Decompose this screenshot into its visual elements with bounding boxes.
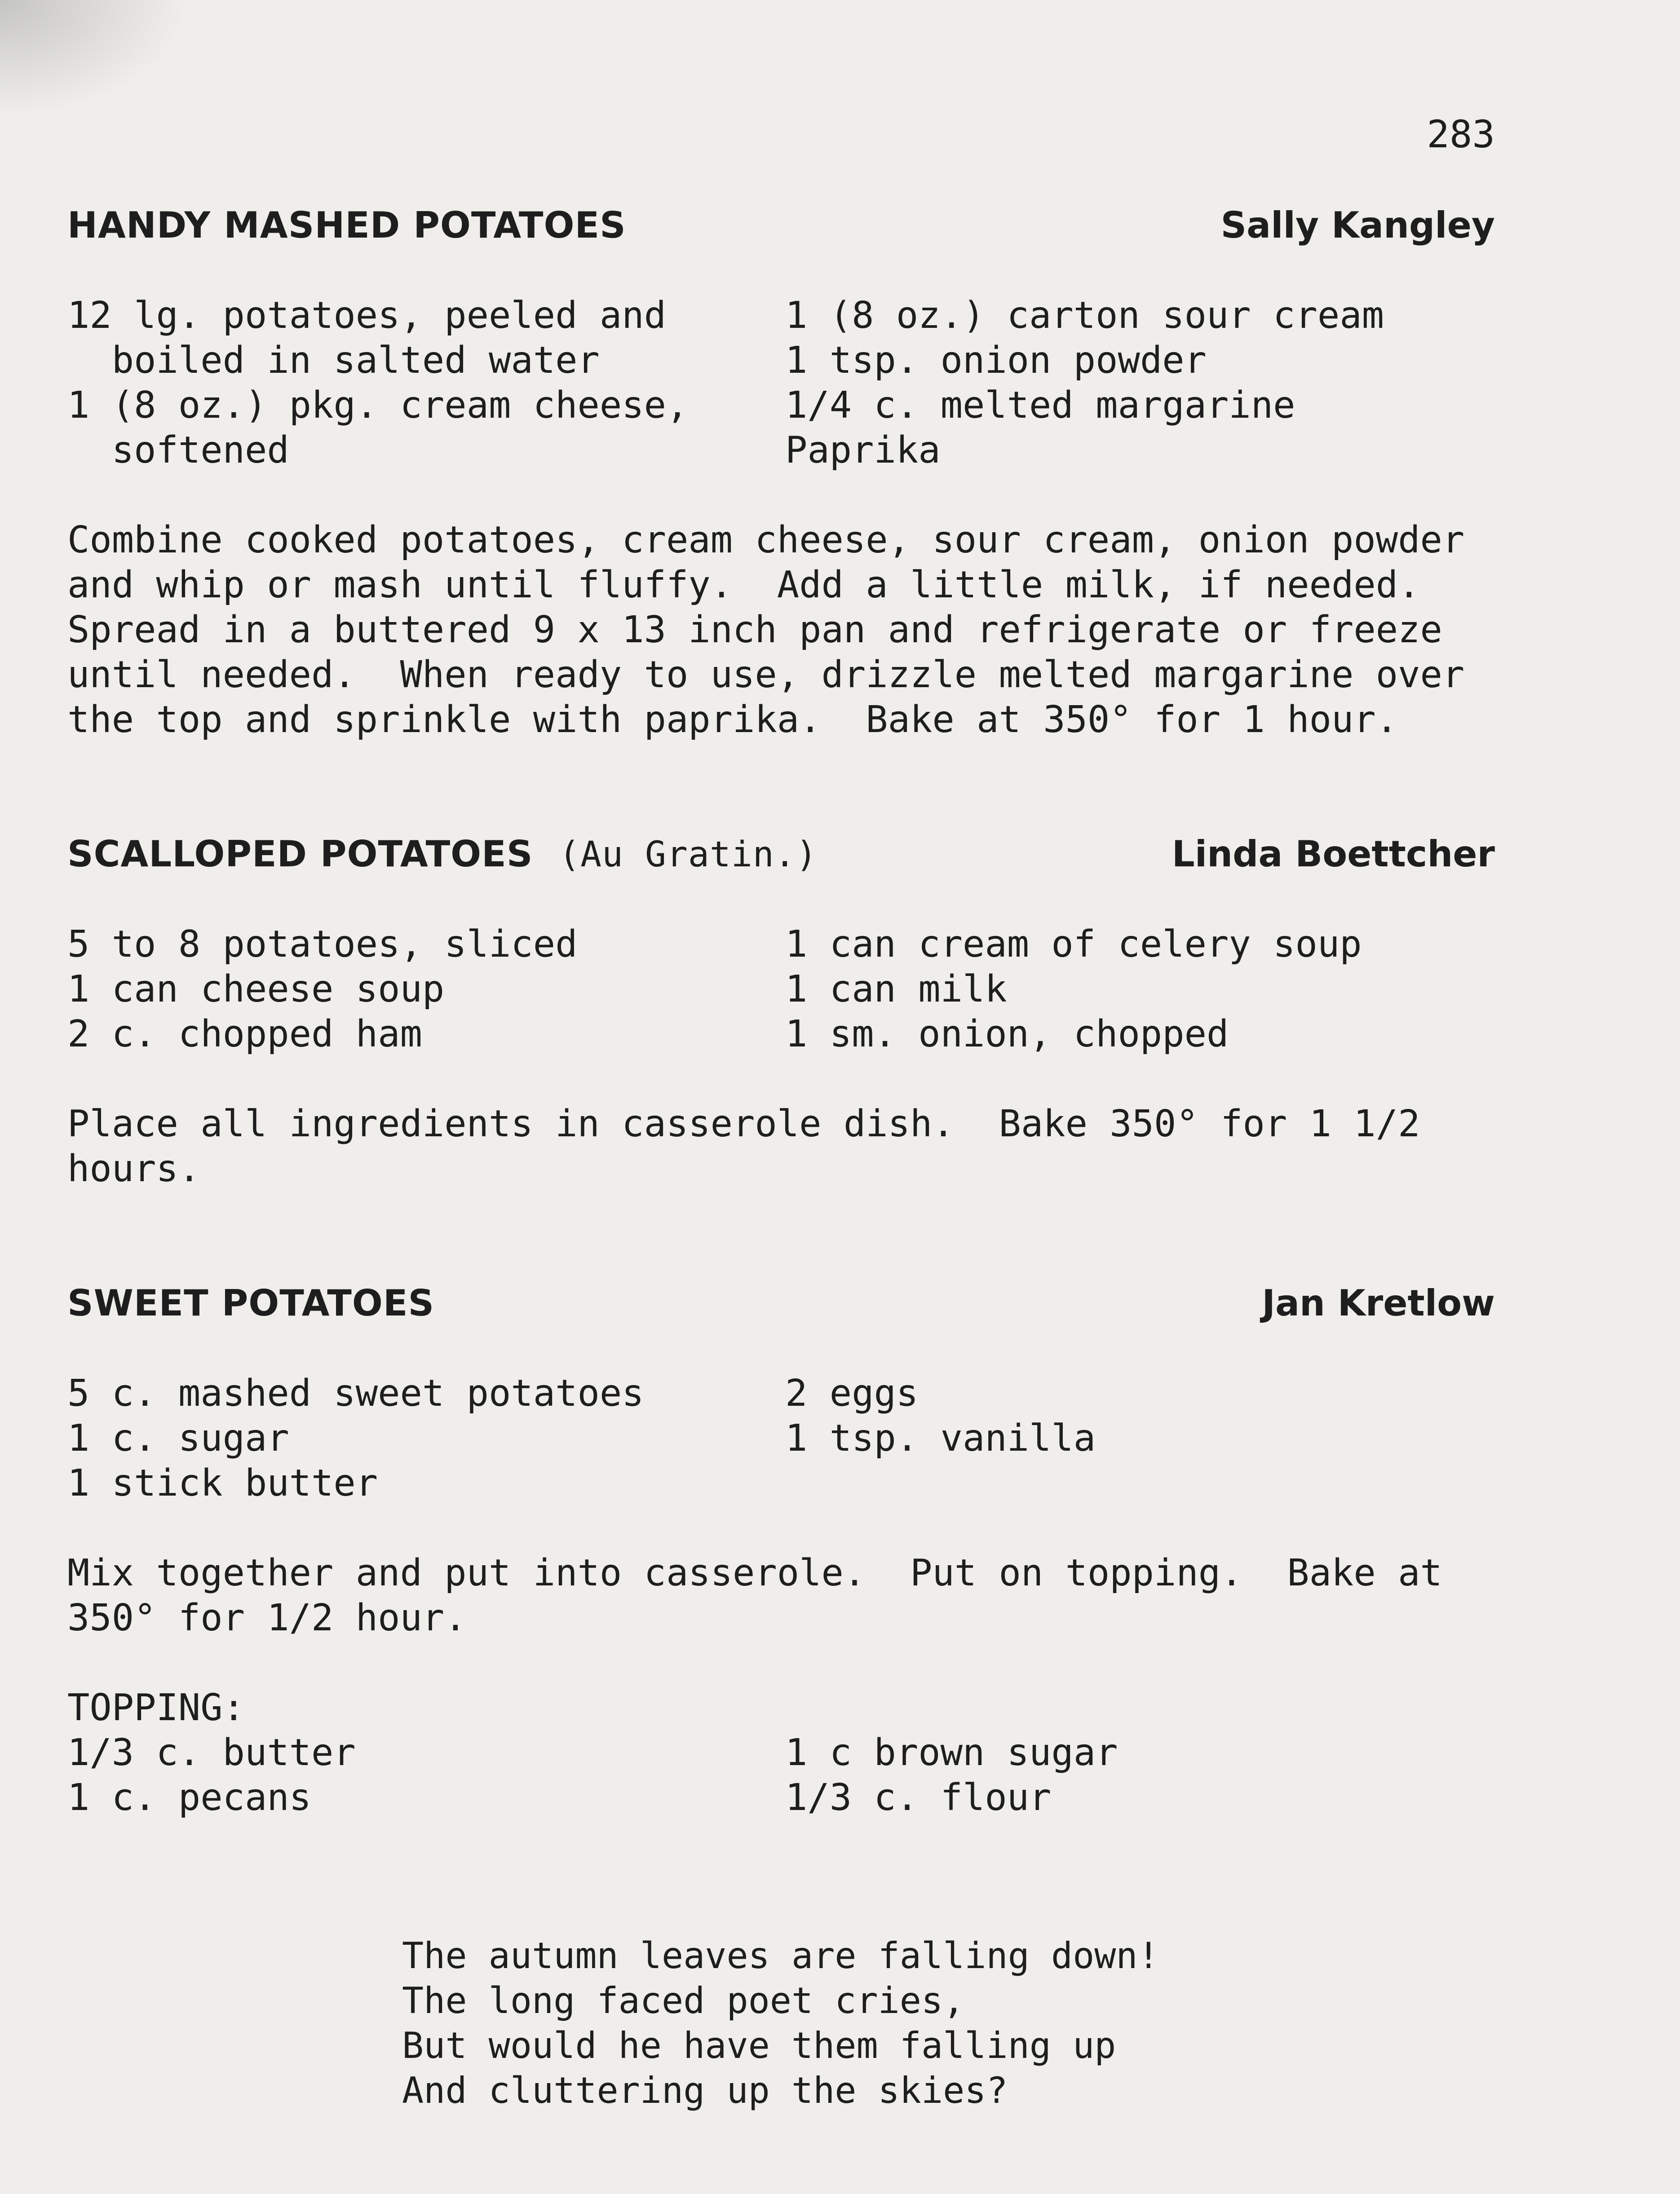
- page-number: 283: [1427, 112, 1495, 156]
- ingredient-left: 12 lg. potatoes, peeled and: [67, 294, 666, 337]
- topping-ingredient-right: 1 c brown sugar: [785, 1731, 1118, 1774]
- ingredient-right: 1 tsp. vanilla: [785, 1417, 1096, 1460]
- topping-label: TOPPING:: [67, 1686, 245, 1729]
- direction-line: 350° for 1/2 hour.: [67, 1597, 467, 1639]
- ingredient-right: 1 sm. onion, chopped: [785, 1013, 1229, 1055]
- ingredient-left: 1 can cheese soup: [67, 968, 445, 1011]
- direction-line: Place all ingredients in casserole dish. Bake 350° for 1 1/2: [67, 1103, 1420, 1145]
- ingredient-left: 2 c. chopped ham: [67, 1013, 422, 1055]
- ingredient-left: 1 stick butter: [67, 1462, 378, 1505]
- recipe-title: [67, 833, 818, 875]
- ingredient-right: 1/4 c. melted margarine: [785, 384, 1295, 427]
- direction-line: Combine cooked potatoes, cream cheese, sour cream, onion powder: [67, 519, 1465, 561]
- ingredient-left: 5 c. mashed sweet potatoes: [67, 1372, 644, 1415]
- ingredient-right: Paprika: [785, 429, 941, 472]
- ingredient-right: 1 can cream of celery soup: [785, 923, 1362, 966]
- recipe-author: Jan Kretlow: [1262, 1282, 1495, 1324]
- ingredient-right: 1 can milk: [785, 968, 1007, 1011]
- topping-ingredient-left: 1 c. pecans: [67, 1776, 312, 1819]
- direction-line: the top and sprinkle with paprika. Bake at 350° for 1 hour.: [67, 698, 1398, 741]
- direction-line: until needed. When ready to use, drizzle melted margarine over: [67, 653, 1465, 696]
- recipe-subtitle: (Au Gratin.): [559, 834, 818, 875]
- topping-ingredient-right: 1/3 c. flour: [785, 1776, 1052, 1819]
- ingredient-left: softened: [67, 429, 289, 472]
- poem-line: But would he have them falling up: [402, 2025, 1116, 2066]
- recipe-author: Sally Kangley: [1220, 204, 1495, 246]
- ingredient-left: 1 c. sugar: [67, 1417, 289, 1460]
- recipe-title-text: SCALLOPED POTATOES: [67, 833, 533, 875]
- poem-line: The long faced poet cries,: [402, 1980, 965, 2022]
- direction-line: hours.: [67, 1148, 201, 1190]
- topping-ingredient-left: 1/3 c. butter: [67, 1731, 356, 1774]
- ingredient-left: 1 (8 oz.) pkg. cream cheese,: [67, 384, 689, 427]
- recipe-author: Linda Boettcher: [1172, 833, 1495, 875]
- recipe-title: HANDY MASHED POTATOES: [67, 204, 626, 246]
- poem-line: And cluttering up the skies?: [402, 2070, 1008, 2111]
- ingredient-right: 1 tsp. onion powder: [785, 339, 1207, 382]
- recipe-title: SWEET POTATOES: [67, 1282, 435, 1324]
- ingredient-left: 5 to 8 potatoes, sliced: [67, 923, 578, 966]
- ingredient-right: 2 eggs: [785, 1372, 919, 1415]
- poem-line: The autumn leaves are falling down!: [402, 1935, 1159, 1977]
- direction-line: Mix together and put into casserole. Put on topping. Bake at: [67, 1552, 1442, 1594]
- direction-line: and whip or mash until fluffy. Add a little milk, if needed.: [67, 564, 1420, 606]
- ingredient-right: 1 (8 oz.) carton sour cream: [785, 294, 1384, 337]
- page-corner-shadow: [0, 0, 189, 117]
- direction-line: Spread in a buttered 9 x 13 inch pan and refrigerate or freeze: [67, 609, 1442, 651]
- ingredient-left: boiled in salted water: [67, 339, 600, 382]
